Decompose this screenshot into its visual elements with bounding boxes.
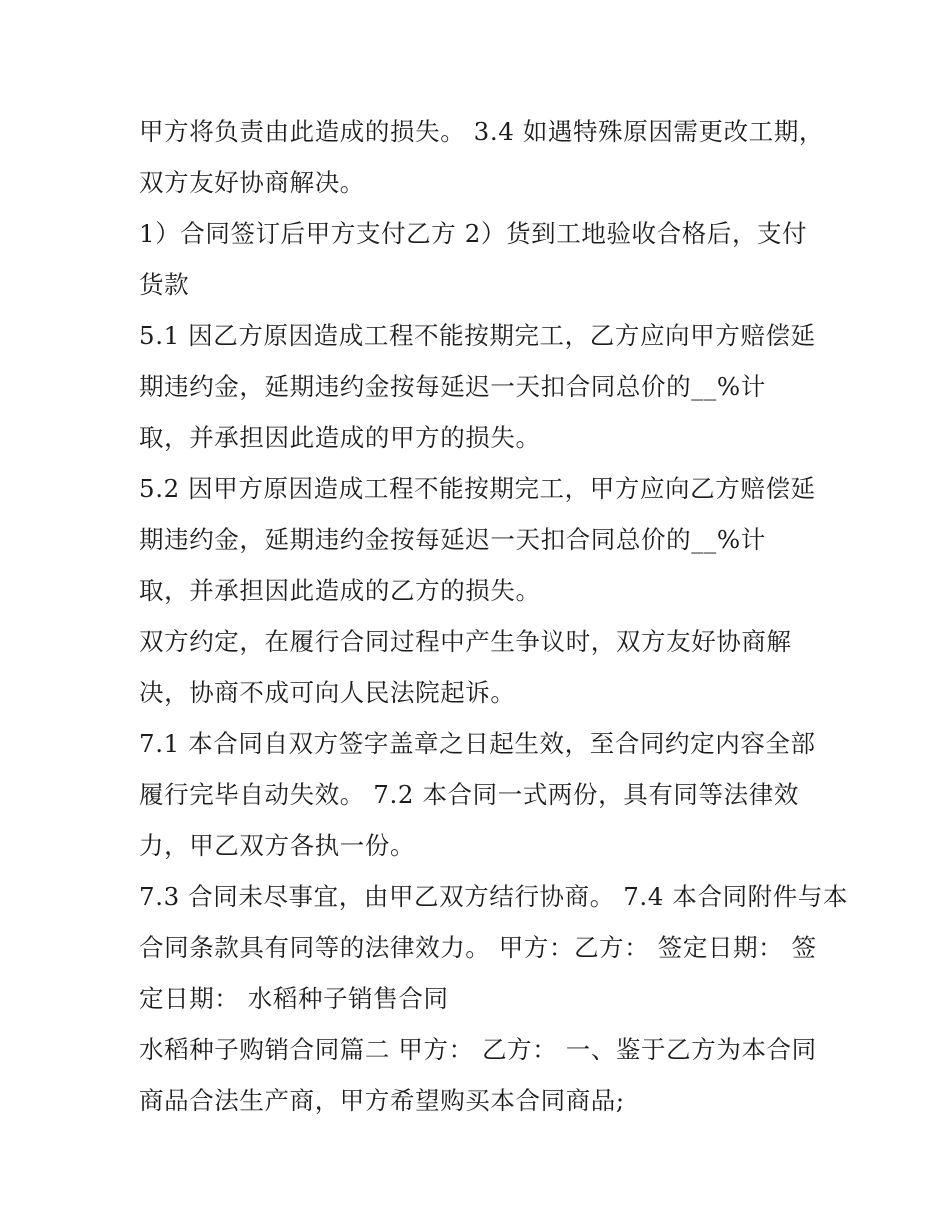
text-line: 取，并承担因此造成的乙方的损失。 (139, 576, 541, 605)
text-line: 双方友好协商解决。 (139, 168, 365, 197)
text-line: 5.1 因乙方原因造成工程不能按期完工，乙方应向甲方赔偿延 (139, 321, 816, 350)
text-line: 7.3 合同未尽事宜，由甲乙双方结行协商。 7.4 本合同附件与本 (139, 882, 849, 911)
text-line: 双方约定，在履行合同过程中产生争议时，双方友好协商解 (139, 627, 792, 656)
text-line: 定日期： 水稻种子销售合同 (139, 984, 449, 1013)
text-line: 水稻种子购销合同篇二 甲方： 乙方： 一、鉴于乙方为本合同 (139, 1035, 817, 1064)
text-line: 7.1 本合同自双方签字盖章之日起生效，至合同约定内容全部 (139, 729, 816, 758)
text-line: 决，协商不成可向人民法院起诉。 (139, 678, 516, 707)
text-line: 1）合同签订后甲方支付乙方 2）货到工地验收合格后，支付 (139, 219, 808, 248)
text-line: 货款 (139, 270, 190, 299)
text-line: 甲方将负责由此造成的损失。 3.4 如遇特殊原因需更改工期， (139, 117, 825, 146)
text-line: 合同条款具有同等的法律效力。 甲方：乙方： 签定日期： 签 (139, 933, 817, 962)
document-body (139, 106, 849, 1126)
text-line: 履行完毕自动失效。 7.2 本合同一式两份，具有同等法律效 (139, 780, 799, 809)
text-line: 取，并承担因此造成的甲方的损失。 (139, 423, 541, 452)
text-line: 期违约金，延期违约金按每延迟一天扣合同总价的__%计 (139, 372, 766, 401)
text-line: 力，甲乙双方各执一份。 (139, 831, 416, 860)
text-line: 5.2 因甲方原因造成工程不能按期完工，甲方应向乙方赔偿延 (139, 474, 816, 503)
text-line: 期违约金，延期违约金按每延迟一天扣合同总价的__%计 (139, 525, 766, 554)
text-line: 商品合法生产商，甲方希望购买本合同商品; (139, 1086, 625, 1115)
